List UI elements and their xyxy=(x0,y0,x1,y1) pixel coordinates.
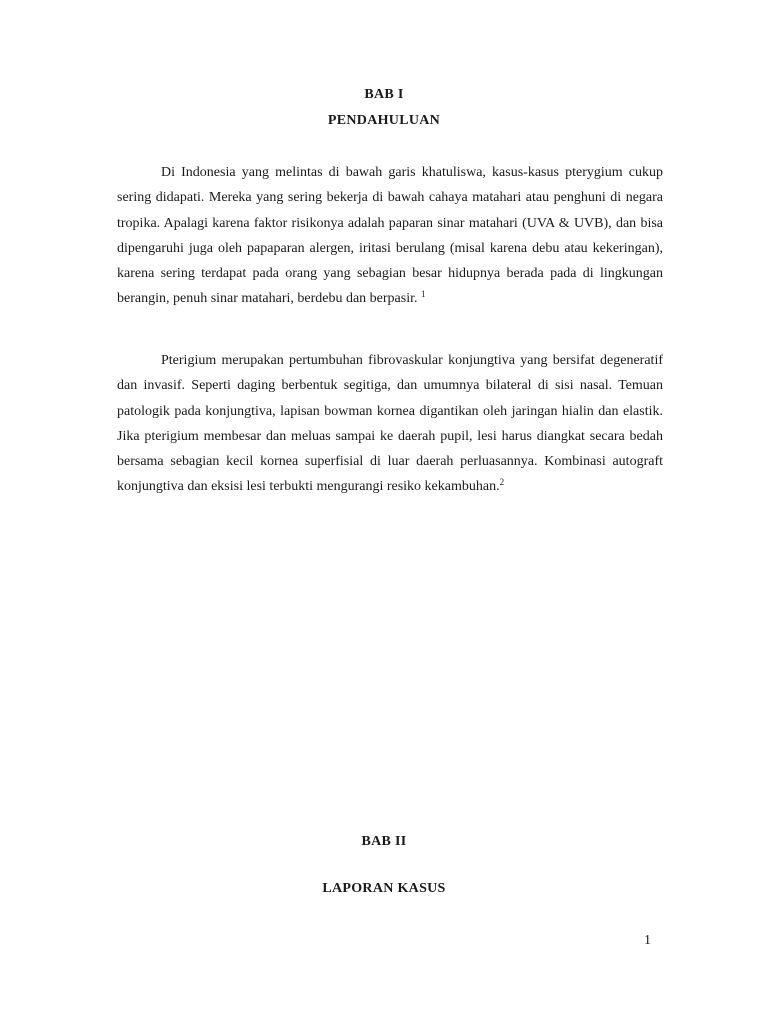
chapter-label: BAB I xyxy=(364,87,404,102)
page-number: 1 xyxy=(644,933,651,948)
footnote-reference: 2 xyxy=(499,477,505,488)
footnote-reference: 1 xyxy=(421,289,426,300)
body-paragraph xyxy=(117,348,663,500)
body-paragraph xyxy=(117,160,663,312)
paragraph-text: Pterigium merupakan pertumbuhan fibrovaskular konjungtiva yang bersifat degeneratif dan invasif. Seperti daging berbentuk segitiga, dan umumnya bilateral di sisi nasal. Temuan patologik pada konjungtiva, lapisan bowman kornea digantikan oleh jaringan hialin dan elastik. Jika pterigium membesar dan meluas sampai ke daerah pupil, lesi harus diangkat secara bedah bersama sebagian kecil kornea superfisial di luar daerah perluasannya. Kombinasi autograft konjungtiva dan eksisi lesi terbukti mengurangi resiko kekambuhan. xyxy=(117,353,663,495)
chapter-label: BAB II xyxy=(361,834,407,849)
chapter-title: LAPORAN KASUS xyxy=(322,881,446,896)
paragraph-text: Di Indonesia yang melintas di bawah garis khatuliswa, kasus-kasus pterygium cukup sering didapati. Mereka yang sering bekerja di bawah cahaya matahari atau penghuni di negara tropika. Apalagi karena faktor risikonya adalah paparan sinar matahari (UVA & UVB), dan bisa dipengaruhi juga oleh papaparan alergen, iritasi berulang (misal karena debu atau kekeringan), karena sering terdapat pada orang yang sebagian besar hidupnya berada pada di lingkungan berangin, penuh sinar matahari, berdebu dan berpasir. xyxy=(117,165,663,307)
chapter-title: PENDAHULUAN xyxy=(327,113,441,128)
